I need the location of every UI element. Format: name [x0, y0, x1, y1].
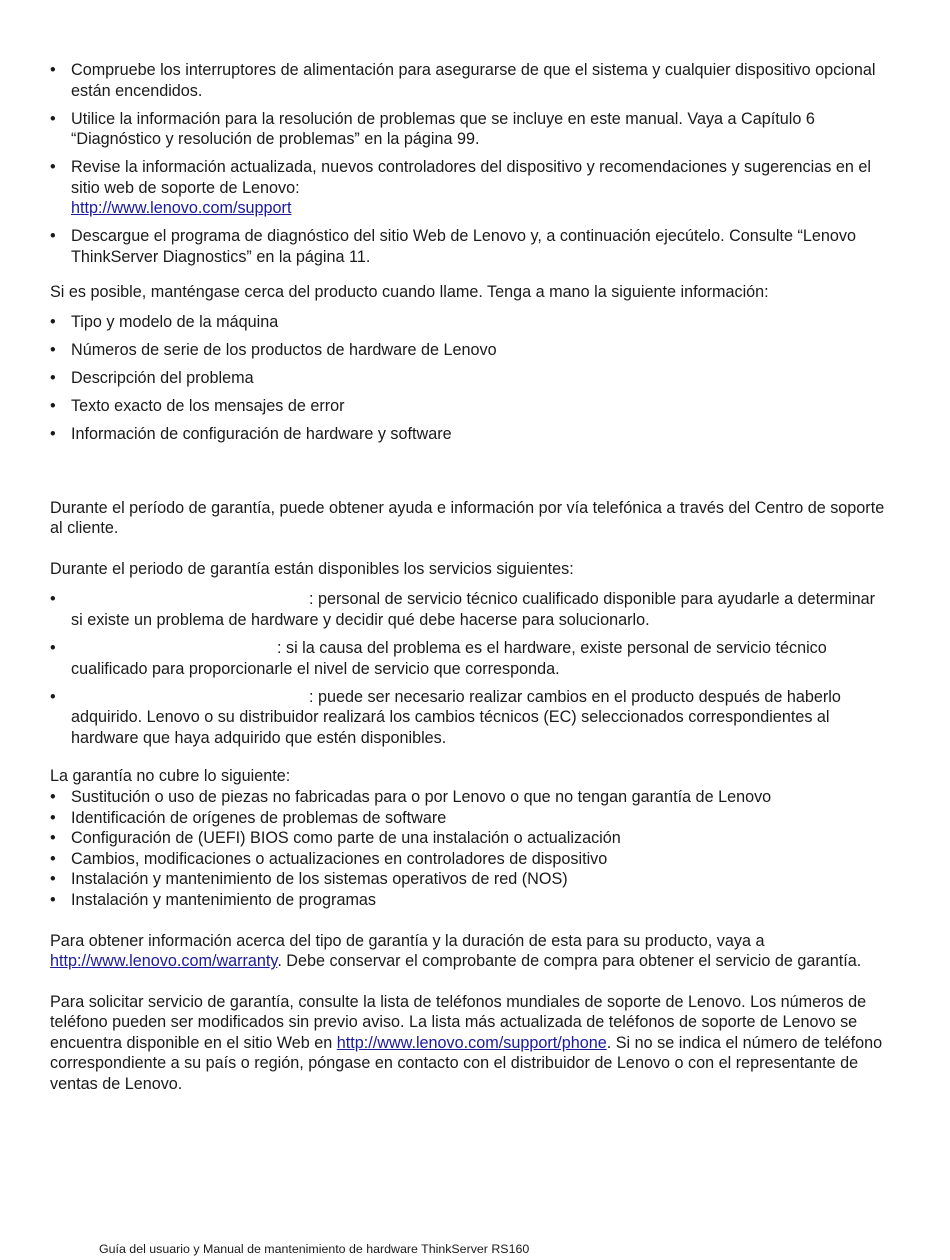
bullet-glyph: •	[50, 227, 56, 246]
bullet-glyph: •	[50, 109, 56, 128]
bullet-glyph: •	[50, 158, 56, 177]
list-item: • Tipo y modelo de la máquina	[50, 313, 279, 332]
document-page	[50, 60, 890, 1095]
bullet-glyph: •	[50, 870, 56, 889]
list-item: • Texto exacto de los mensajes de error	[50, 397, 345, 416]
not-covered-intro: La garantía no cubre lo siguiente:	[50, 767, 291, 786]
bullet-glyph: •	[50, 808, 56, 827]
list-item: • Instalación y mantenimiento de los sistemas operativos de red (NOS)	[50, 870, 568, 889]
bullet-glyph: •	[50, 425, 56, 444]
bullet-glyph: •	[50, 687, 56, 706]
page-footer: Guía del usuario y Manual de mantenimiento de hardware ThinkServer RS160	[99, 1242, 530, 1256]
list-item: • Cambios, modificaciones o actualizaciones en controladores de dispositivo	[50, 849, 608, 868]
list-item: • Descargue el programa de diagnóstico del sitio Web de Lenovo y, a continuación ejecútelo. Consulte “Lenovo ThinkServer Diagnostics” en la página 11.	[50, 227, 856, 266]
list-item: • Números de serie de los productos de hardware de Lenovo	[50, 341, 497, 360]
list-item: • : puede ser necesario realizar cambios en el producto después de haberlo adquirido. Lenovo o su distribuidor realizará los cambios técnicos (EC) seleccionados correspondientes al hardware que haya adquirido que estén disponibles.	[50, 687, 841, 747]
list-item: • Instalación y mantenimiento de programas	[50, 890, 377, 909]
services-list	[50, 589, 890, 748]
list-item: • Utilice la información para la resolución de problemas que se incluye en este manual. Vaya a Capítulo 6 “Diagnóstico y resolución de problemas” en la página 99.	[50, 109, 815, 149]
checklist	[50, 60, 890, 268]
call-info-list	[50, 312, 890, 445]
phone-support-link[interactable]: http://www.lenovo.com/support/phone	[336, 1033, 607, 1052]
list-item: • Información de configuración de hardware y software	[50, 425, 452, 444]
bullet-glyph: •	[50, 341, 56, 360]
list-item: • Revise la información actualizada, nuevos controladores del dispositivo y recomendaciones y sugerencias en el sitio web de soporte de Lenovo: http://www.lenovo.com/support	[50, 158, 871, 218]
phone-info-paragraph: Para solicitar servicio de garantía, consulte la lista de teléfonos mundiales de soporte de Lenovo. Los números de teléfono pueden ser modificados sin previo aviso. La lista más actualizada de teléfonos de soporte de Lenovo se encuentra disponible en el sitio Web en http://www.lenovo.com/support/phone. Si no se indica el número de teléfono correspondiente a su país o región, póngase en contacto con el distribuidor de Lenovo o con el representante de ventas de Lenovo.	[50, 992, 883, 1094]
list-item: • Sustitución o uso de piezas no fabricadas para o por Lenovo o que no tengan garantía de Lenovo	[50, 787, 772, 806]
bullet-glyph: •	[50, 849, 56, 868]
list-item: • Descripción del problema	[50, 369, 254, 388]
warranty-info-paragraph: Para obtener información acerca del tipo de garantía y la duración de esta para su producto, vaya a http://www.lenovo.com/warranty. Debe conservar el comprobante de compra para obtener el servicio de garantía.	[50, 931, 862, 971]
services-intro: Durante el periodo de garantía están disponibles los servicios siguientes:	[50, 559, 574, 578]
bullet-glyph: •	[50, 890, 56, 909]
list-item: • Configuración de (UEFI) BIOS como parte de una instalación o actualización	[50, 829, 621, 848]
bullet-glyph: •	[50, 313, 56, 332]
bullet-glyph: •	[50, 369, 56, 388]
bullet-glyph: •	[50, 787, 56, 806]
bullet-glyph: •	[50, 397, 56, 416]
not-covered-list	[50, 787, 890, 911]
list-item: • Compruebe los interruptores de alimentación para asegurarse de que el sistema y cualquier dispositivo opcional están encendidos.	[50, 61, 876, 100]
warranty-paragraph: Durante el período de garantía, puede obtener ayuda e información por vía telefónica a través del Centro de soporte al cliente.	[50, 498, 885, 538]
support-link[interactable]: http://www.lenovo.com/support	[71, 199, 292, 218]
bullet-glyph: •	[50, 590, 56, 609]
list-item: • : personal de servicio técnico cualificado disponible para ayudarle a determinar si existe un problema de hardware y decidir qué debe hacerse para solucionarlo.	[50, 590, 875, 630]
bullet-glyph: •	[50, 639, 56, 657]
list-item: • Identificación de orígenes de problemas de software	[50, 808, 447, 827]
list-item: • : si la causa del problema es el hardware, existe personal de servicio técnico cualificado para proporcionarle el nivel de servicio que corresponda.	[50, 639, 827, 678]
bullet-glyph: •	[50, 829, 56, 848]
call-intro: Si es posible, manténgase cerca del producto cuando llame. Tenga a mano la siguiente información:	[50, 282, 769, 301]
warranty-link[interactable]: http://www.lenovo.com/warranty	[50, 952, 278, 971]
bullet-glyph: •	[50, 61, 56, 79]
